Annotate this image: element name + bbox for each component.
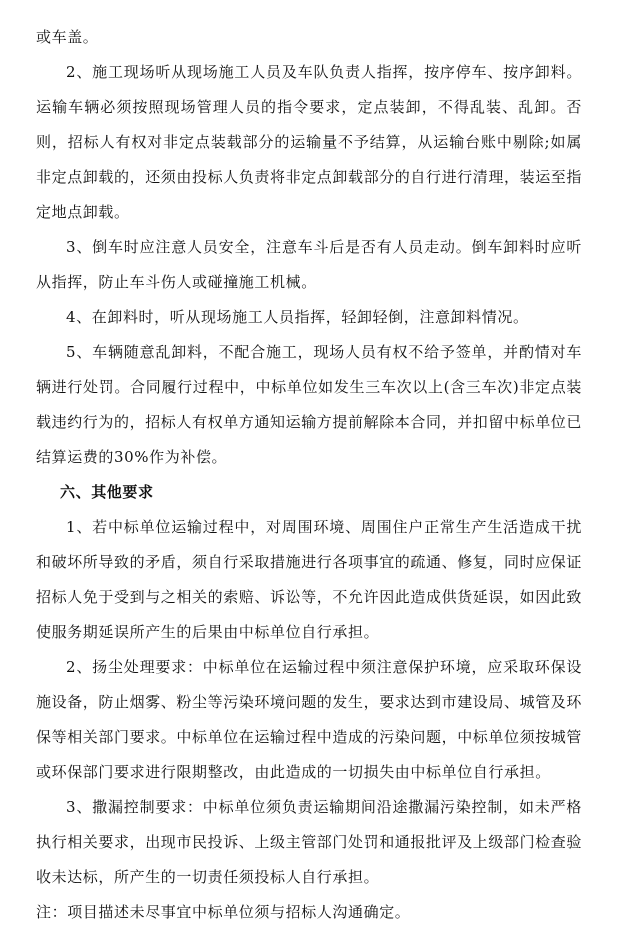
note-paragraph: 注：项目描述未尽事宜中标单位须与招标人沟通确定。 xyxy=(36,903,411,921)
section-heading-other-requirements: 六、其他要求 xyxy=(60,483,154,501)
paragraph-item-4-unloading: 4、在卸料时，听从现场施工人员指挥，轻卸轻倒，注意卸料情况。 xyxy=(66,308,529,326)
paragraph-item-2-dust-control: 2、扬尘处理要求：中标单位在运输过程中须注意保护环境，应采取环保设施设备，防止烟雾、粉尘等污染环境问题的发生，要求达到市建设局、城管及环保等相关部门要求。中标单位在运输过程中造成的污染问题，中标单位须按城管或环保部门要求进行限期整改，由此造成的一切损失由中标单位自行承担。 xyxy=(36,658,583,781)
paragraph-continuation: 或车盖。 xyxy=(36,28,99,46)
paragraph-item-3-spill-control: 3、撒漏控制要求：中标单位须负责运输期间沿途撒漏污染控制，如未严格执行相关要求，出现市民投诉、上级主管部门处罚和通报批评及上级部门检查验收未达标，所产生的一切责任须投标人自行承担。 xyxy=(36,798,583,886)
paragraph-item-5-penalty: 5、车辆随意乱卸料，不配合施工，现场人员有权不给予签单，并酌情对车辆进行处罚。合同履行过程中，中标单位如发生三车次以上(含三车次)非定点装载违约行为的，招标人有权单方通知运输方提前解除本合同，并扣留中标单位已结算运费的30%作为补偿。 xyxy=(36,343,583,466)
paragraph-item-3-reversing-safety: 3、倒车时应注意人员安全，注意车斗后是否有人员走动。倒车卸料时应听从指挥，防止车斗伤人或碰撞施工机械。 xyxy=(36,238,582,291)
paragraph-item-2-site-command: 2、施工现场听从现场施工人员及车队负责人指挥，按序停车、按序卸料。运输车辆必须按照现场管理人员的指令要求，定点装卸，不得乱装、乱卸。否则，招标人有权对非定点装载部分的运输量不予结算，从运输台账中剔除;如属非定点卸载的，还须由投标人负责将非定点卸载部分的自行进行清理，装运至指定地点卸载。 xyxy=(36,63,583,221)
paragraph-item-1-disturbance: 1、若中标单位运输过程中，对周围环境、周围住户正常生产生活造成干扰和破坏所导致的矛盾，须自行采取措施进行各项事宜的疏通、修复，同时应保证招标人免于受到与之相关的索赔、诉讼等，不允许因此造成供货延误，如因此致使服务期延误所产生的后果由中标单位自行承担。 xyxy=(36,518,583,641)
